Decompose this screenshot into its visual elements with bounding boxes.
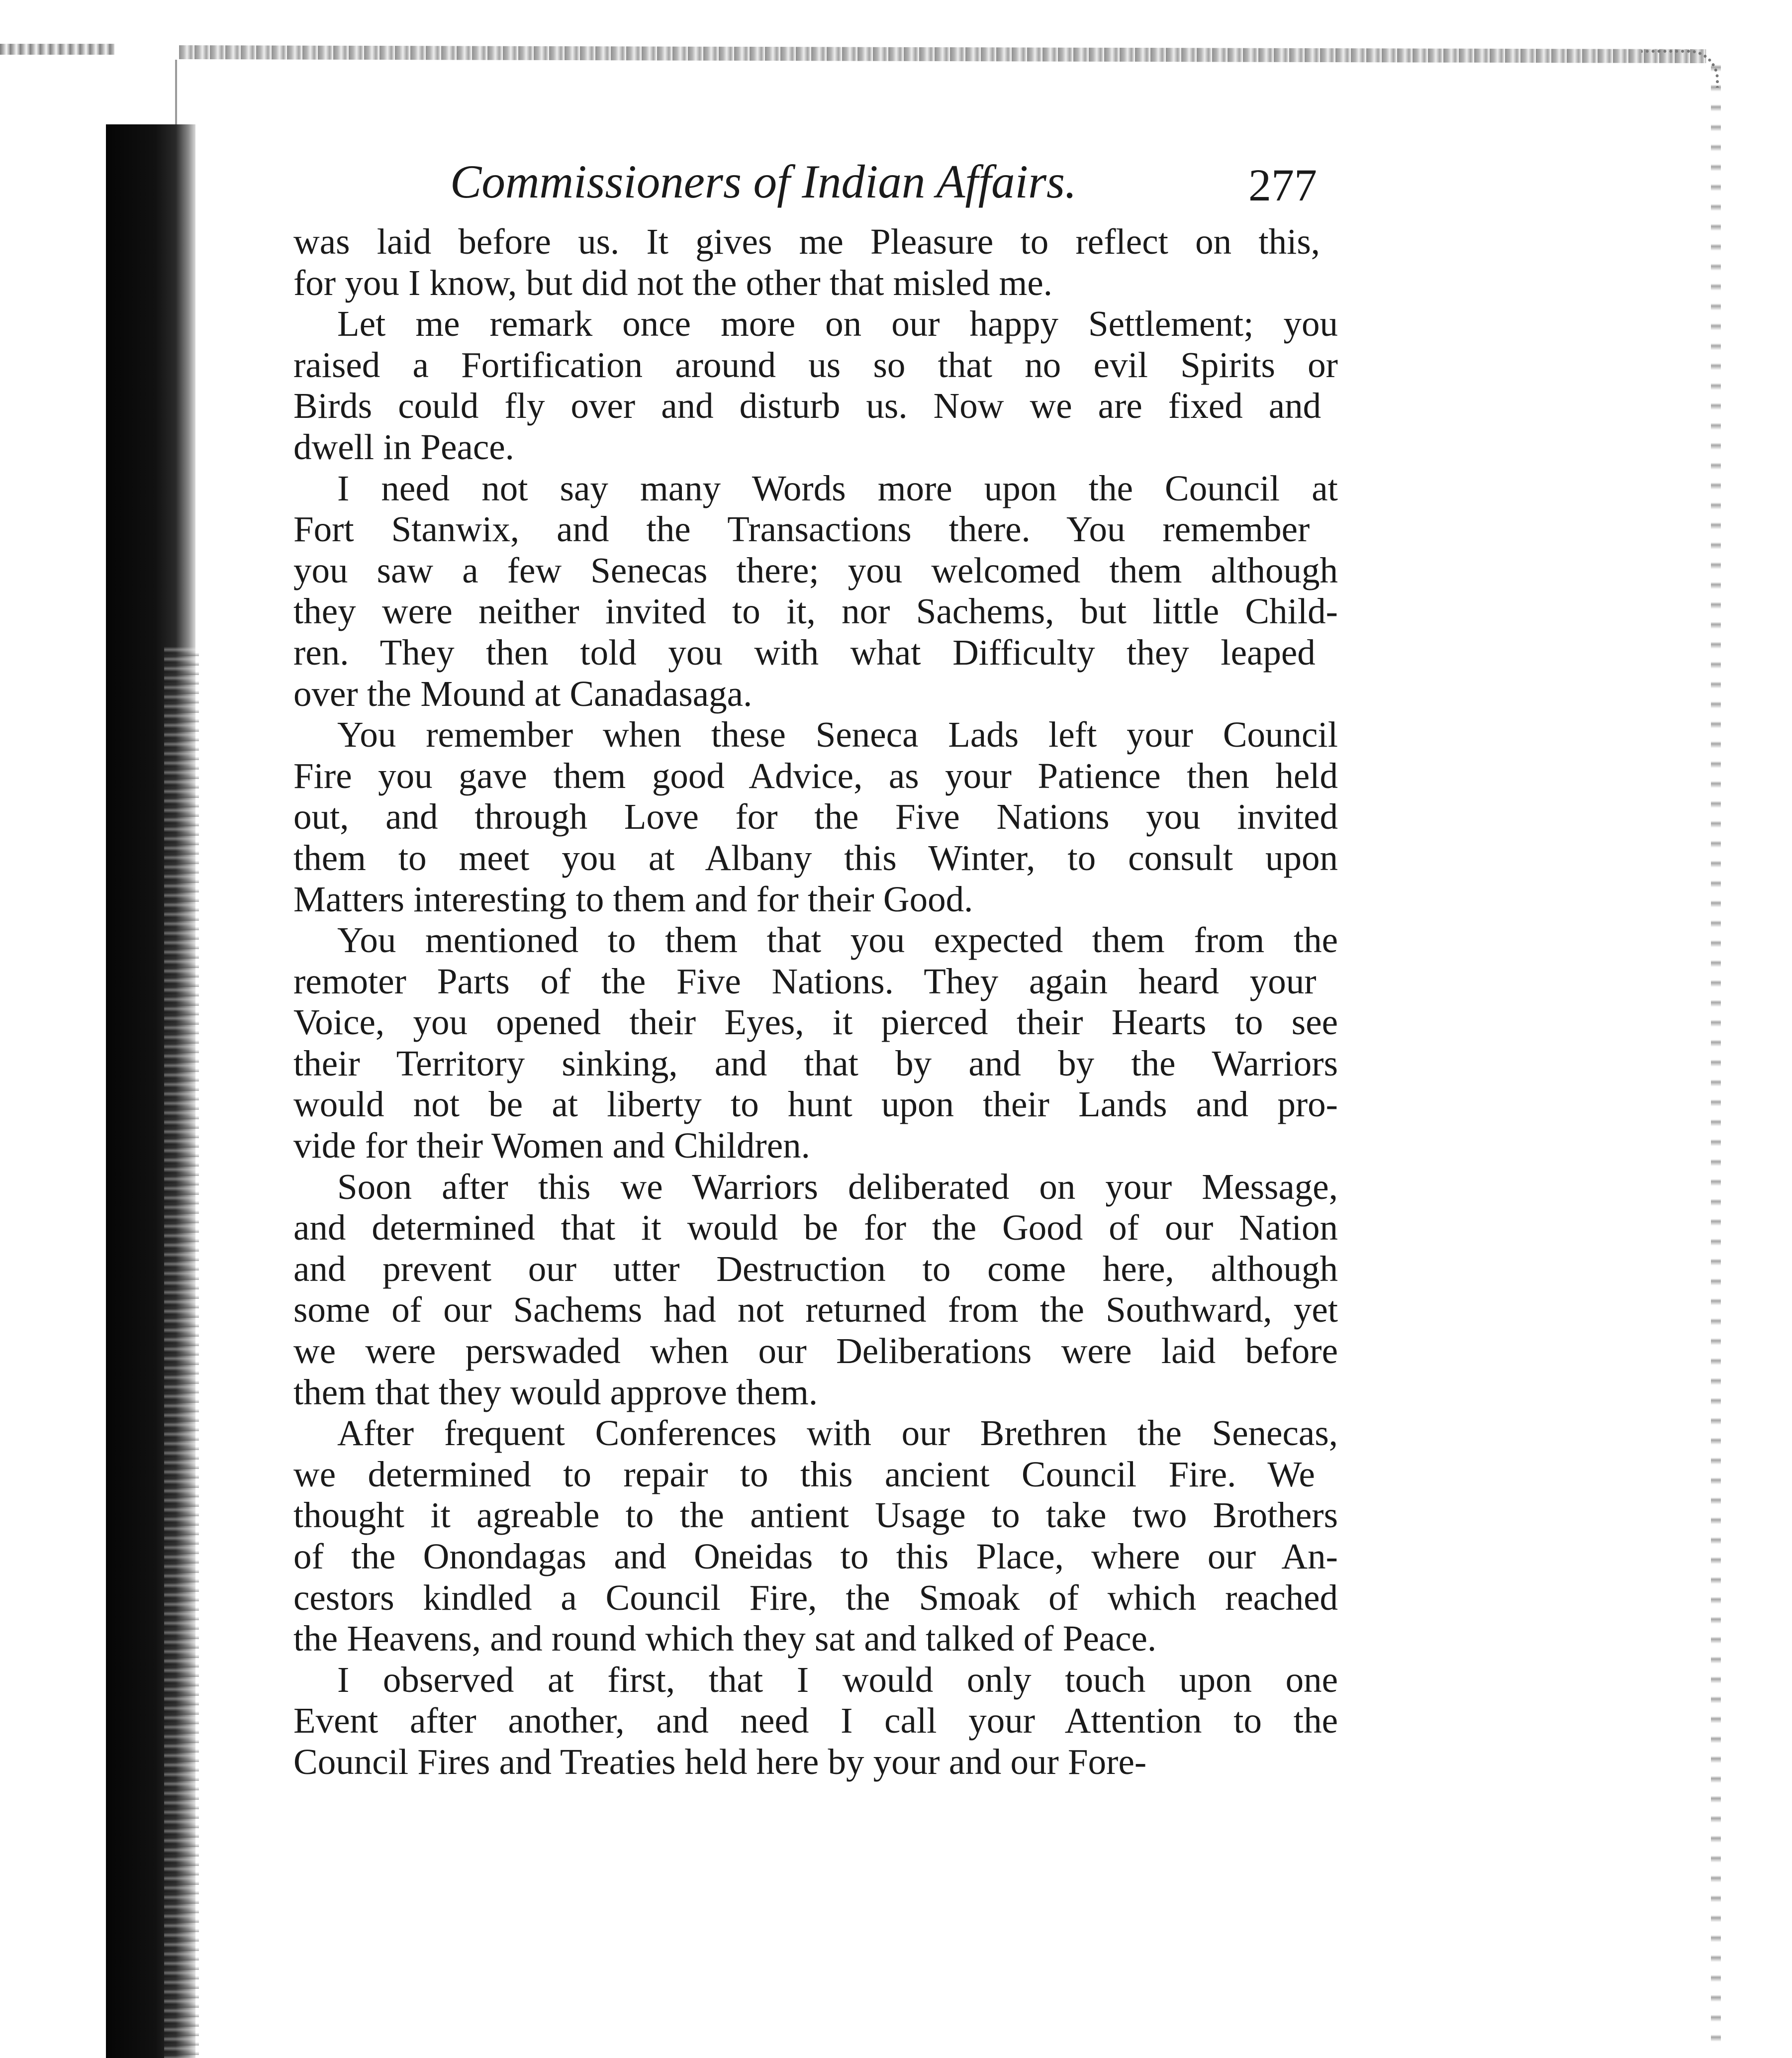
text-line: You remember when these Seneca Lads left your Council [337, 714, 1338, 755]
body-text [293, 221, 1338, 1783]
text-line: we were perswaded when our Deliberations were laid before [293, 1331, 1338, 1372]
text-line: You mentioned to them that you expected them from the [337, 920, 1338, 961]
text-line: over the Mound at Canadasaga. [293, 673, 753, 714]
text-line: and prevent our utter Destruction to come here, although [293, 1248, 1338, 1289]
text-line: ren. They then told you with what Difficulty they leaped [293, 632, 1316, 673]
text-line: I observed at first, that I would only touch upon one [337, 1659, 1338, 1700]
text-line: some of our Sachems had not returned from the Southward, yet [293, 1289, 1338, 1330]
text-line: remoter Parts of the Five Nations. They again heard your [293, 961, 1317, 1001]
text-line: Matters interesting to them and for their Good. [293, 879, 973, 919]
text-line: vide for their Women and Children. [293, 1125, 810, 1166]
text-line: Event after another, and need I call your Attention to the [293, 1700, 1338, 1741]
text-line: Fort Stanwix, and the Transactions there. You remember [293, 509, 1310, 550]
page-number: 277 [1248, 160, 1317, 210]
text-line: Let me remark once more on our happy Settlement; you [337, 303, 1338, 344]
text-line: of the Onondagas and Oneidas to this Place, where our An- [293, 1536, 1338, 1576]
scan-top-edge [179, 45, 1706, 63]
text-line: they were neither invited to it, nor Sachems, but little Child- [293, 591, 1338, 632]
scan-top-edge-left [0, 44, 114, 55]
text-line: you saw a few Senecas there; you welcomed them although [293, 550, 1338, 590]
text-line: Birds could fly over and disturb us. Now we are fixed and [293, 386, 1321, 426]
text-line: Soon after this we Warriors deliberated on your Message, [337, 1166, 1338, 1207]
text-line: thought it agreable to the antient Usage to take two Brothers [293, 1495, 1338, 1536]
text-line: and determined that it would be for the Good of our Nation [293, 1207, 1338, 1248]
text-line: the Heavens, and round which they sat and talked of Peace. [293, 1618, 1157, 1659]
text-line: out, and through Love for the Five Nations you invited [293, 796, 1338, 837]
text-line: cestors kindled a Council Fire, the Smoak of which reached [293, 1577, 1338, 1618]
text-line: Council Fires and Treaties held here by your and our Fore- [293, 1741, 1147, 1782]
scan-page-corner [1641, 50, 1719, 88]
text-line: Voice, you opened their Eyes, it pierced their Hearts to see [293, 1002, 1338, 1043]
text-line: their Territory sinking, and that by and by the Warriors [293, 1043, 1338, 1083]
text-line: Fire you gave them good Advice, as your Patience then held [293, 755, 1338, 796]
text-line: dwell in Peace. [293, 426, 514, 467]
text-line: After frequent Conferences with our Brethren the Senecas, [337, 1413, 1338, 1454]
running-head-title: Commissioners of Indian Affairs. [450, 155, 1077, 208]
book-binding-texture [164, 647, 199, 2058]
text-line: them that they would approve them. [293, 1372, 818, 1412]
text-line: I need not say many Words more upon the Council at [337, 468, 1338, 508]
text-line: them to meet you at Albany this Winter, to consult upon [293, 837, 1338, 878]
text-line: we determined to repair to this ancient Council Fire. We [293, 1454, 1315, 1494]
text-line: raised a Fortification around us so that no evil Spirits or [293, 344, 1338, 385]
text-line: would not be at liberty to hunt upon their Lands and pro- [293, 1084, 1338, 1125]
text-line: was laid before us. It gives me Pleasure to reflect on this, [293, 221, 1320, 262]
text-line: for you I know, but did not the other that misled me. [293, 262, 1052, 303]
scan-right-edge [1711, 65, 1721, 2045]
